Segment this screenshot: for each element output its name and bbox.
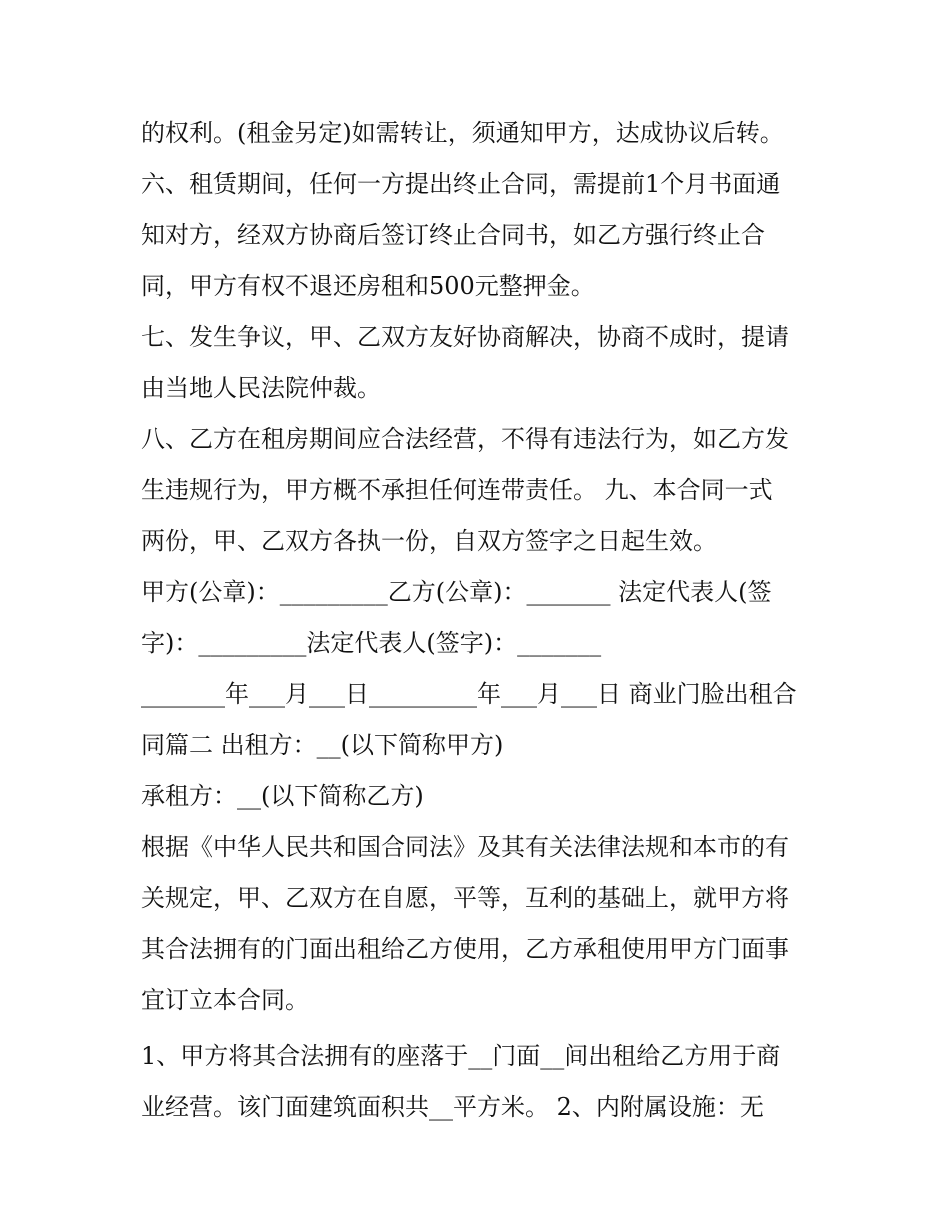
text-line: 同，甲方有权不退还房租和500元整押金。: [141, 272, 595, 300]
signature-line: 字)：_________法定代表人(签字)：_______: [141, 629, 602, 657]
text-line: 同篇二 出租方：__(以下简称甲方): [141, 731, 504, 759]
text-line: 六、租赁期间，任何一方提出终止合同，需提前1个月书面通: [141, 170, 781, 198]
text-line: 由当地人民法院仲裁。: [141, 374, 381, 402]
text-line: 根据《中华人民共和国合同法》及其有关法律法规和本市的有: [141, 833, 789, 861]
text-line: 八、乙方在租房期间应合法经营，不得有违法行为，如乙方发: [141, 425, 789, 453]
text-line: 承租方：__(以下简称乙方): [141, 782, 424, 810]
text-line: 关规定，甲、乙双方在自愿，平等，互利的基础上，就甲方将: [141, 884, 789, 912]
text-line: 七、发生争议，甲、乙双方友好协商解决，协商不成时，提请: [141, 323, 789, 351]
text-line: 其合法拥有的门面出租给乙方使用，乙方承租使用甲方门面事: [141, 935, 789, 963]
text-line: 两份，甲、乙双方各执一份，自双方签字之日起生效。: [141, 527, 717, 555]
text-line: 生违规行为，甲方概不承担任何连带责任。 九、本合同一式: [141, 476, 773, 504]
text-line: 1、甲方将其合法拥有的座落于__门面__间出租给乙方用于商: [141, 1042, 781, 1070]
text-line: 的权利。(租金另定)如需转让，须通知甲方，达成协议后转。: [141, 119, 784, 147]
text-line: 知对方，经双方协商后签订终止合同书，如乙方强行终止合: [141, 221, 765, 249]
date-line: _______年___月___日_________年___月___日 商业门脸出租合: [141, 680, 797, 708]
signature-line: 甲方(公章)：_________乙方(公章)：_______ 法定代表人(签: [141, 578, 772, 606]
text-line: 业经营。该门面建筑面积共__平方米。 2、内附属设施：无: [141, 1093, 764, 1121]
document-body: [141, 108, 821, 1133]
text-line: 宜订立本合同。: [141, 986, 309, 1014]
